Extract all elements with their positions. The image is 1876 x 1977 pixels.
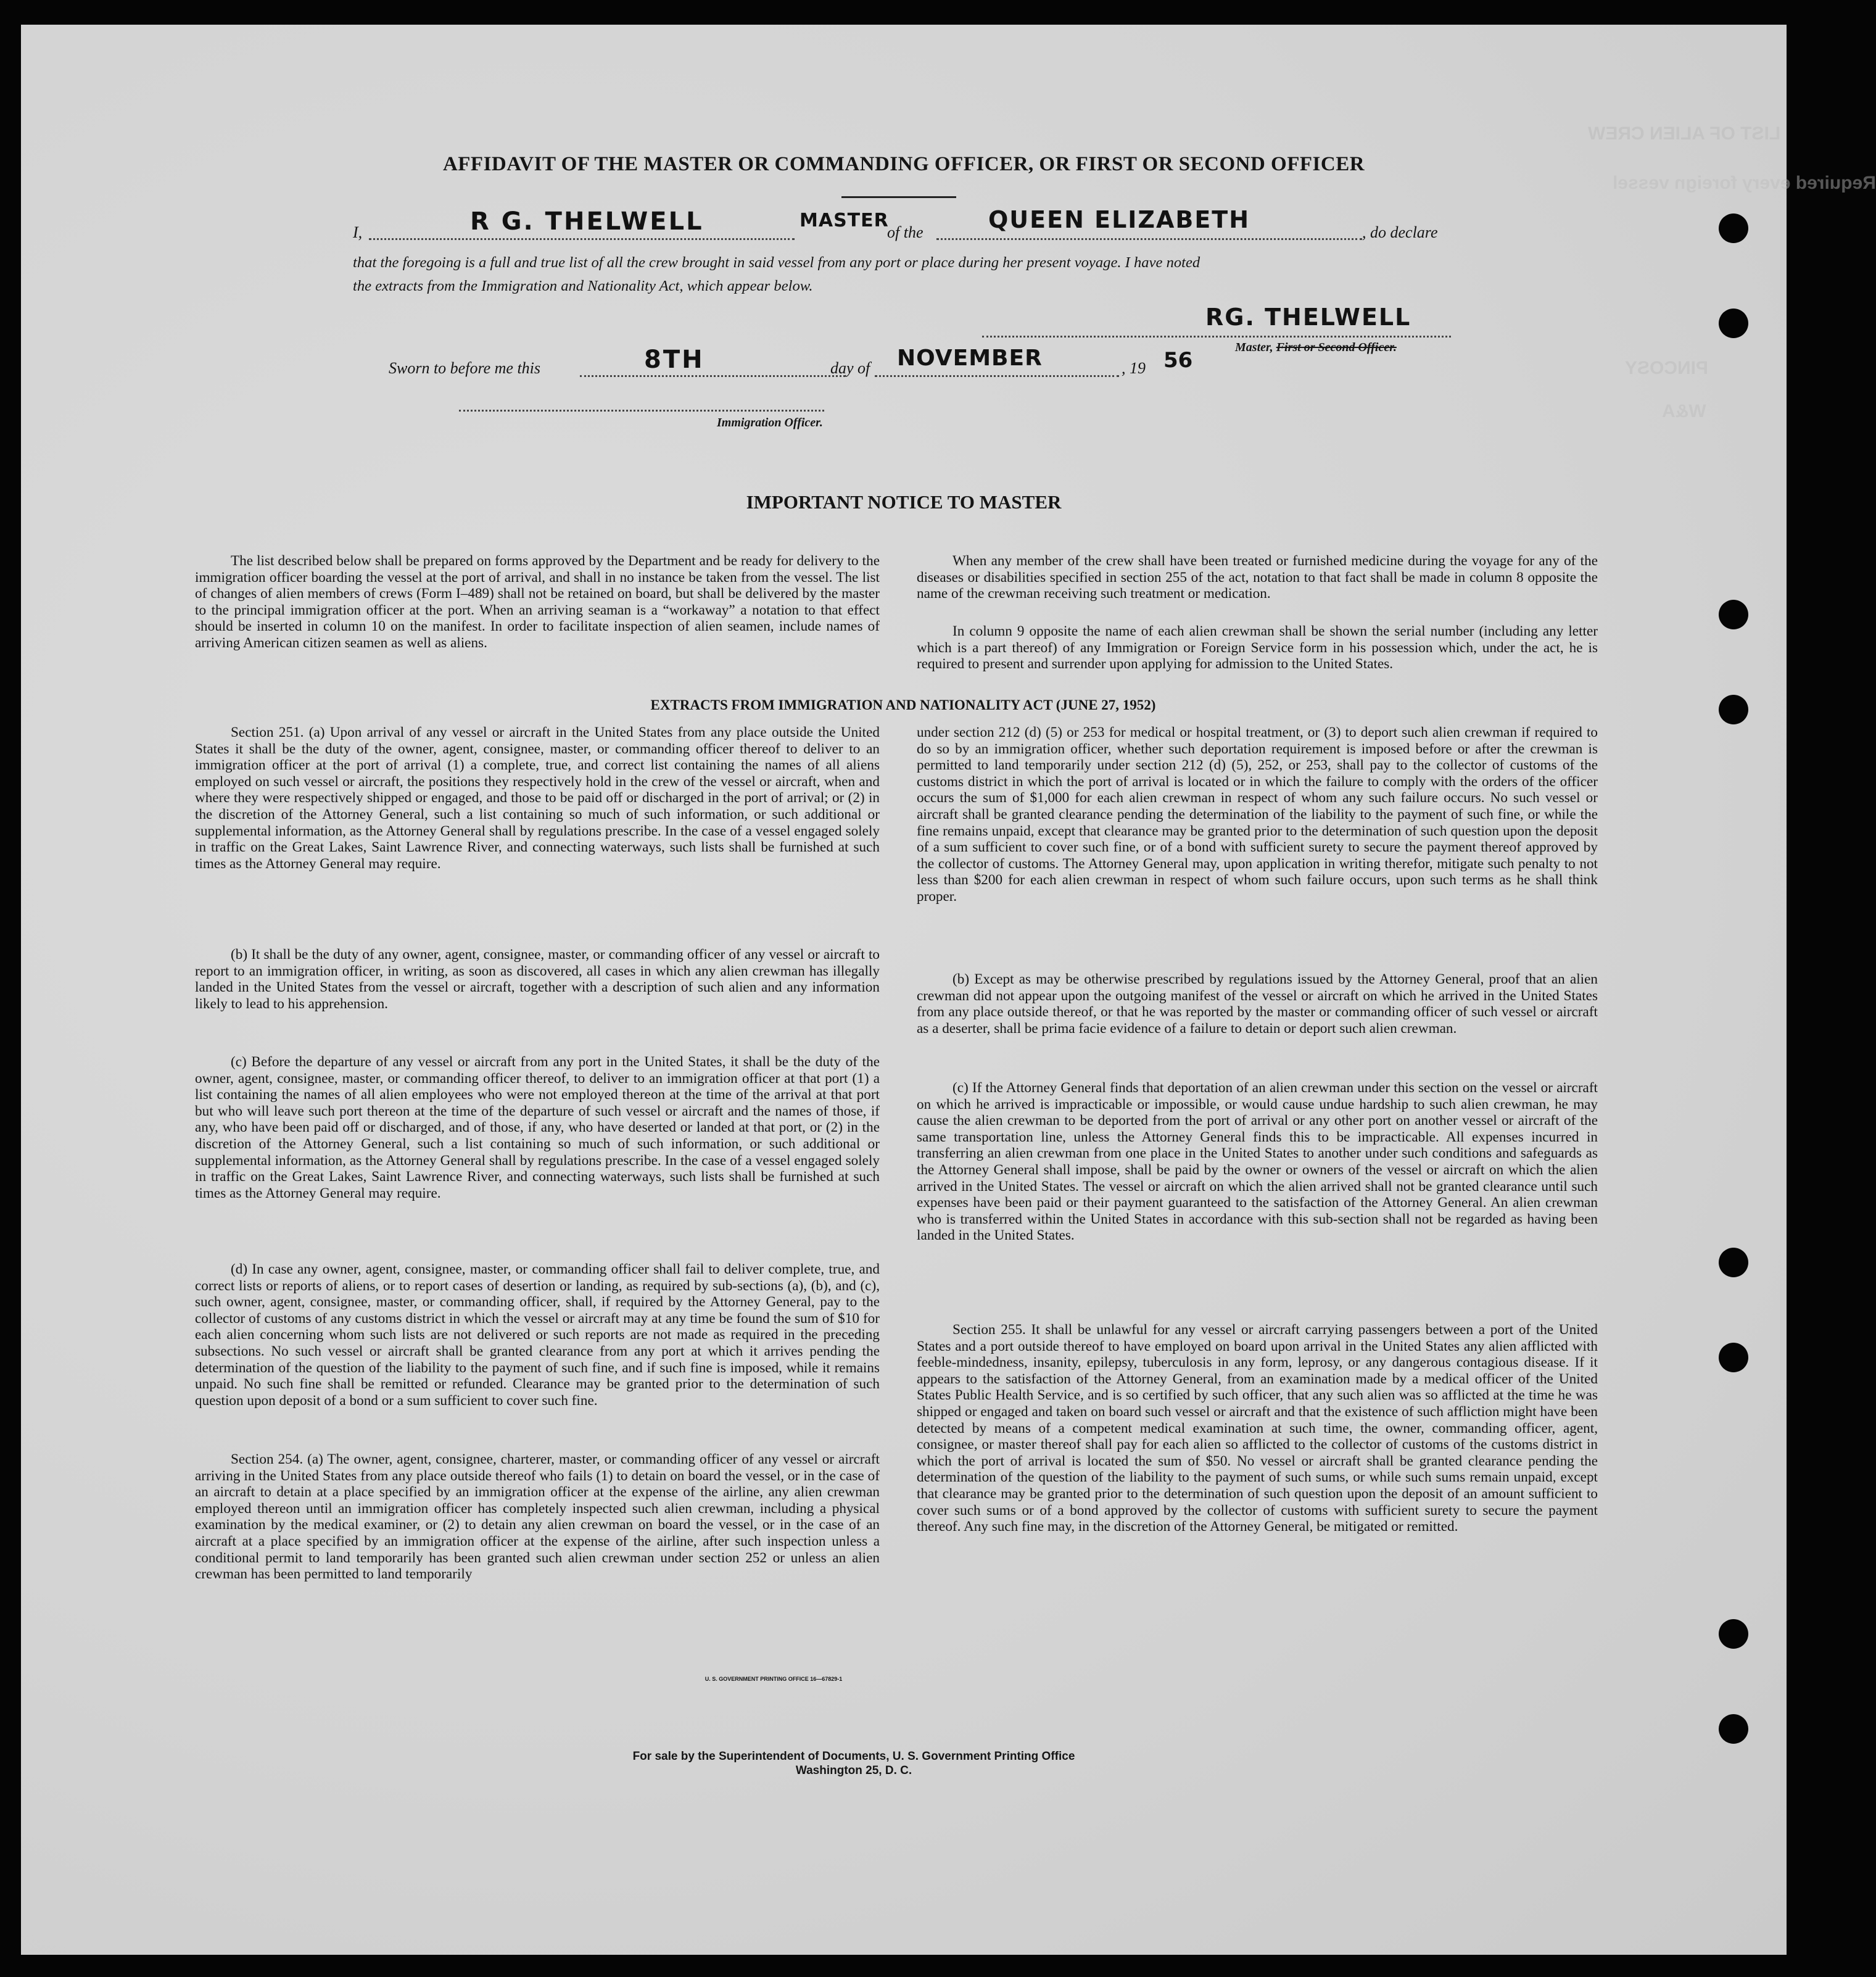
printing-office-imprint: U. S. GOVERNMENT PRINTING OFFICE 16—67829-1: [705, 1676, 843, 1682]
master-name: R G. THELWELL: [470, 207, 704, 236]
signature-caption: [1235, 341, 1397, 355]
sale-notice: [21, 1749, 1687, 1778]
notice-title: IMPORTANT NOTICE TO MASTER: [746, 491, 1062, 513]
section-251-d: (d) In case any owner, agent, consignee, master, or commanding officer shall fail to deliver complete, true, and correct lists or reports of aliens, or to report cases of desertion or landing, as required by sub-sections (a), (b), and (c), such owner, agent, consignee, master, or commanding officer, shall, if required by the Attorney General, pay to the collector of customs of any customs district in which the vessel or aircraft may at any time be found the sum of $10 for each alien concerning whom such lists are not delivered or such reports are not made as required in the preceding subsections. No such vessel or aircraft shall be granted clearance from any port at which it arrives pending the determination of the question of the liability to the payment of such fine, and if such fine is imposed, while it remains unpaid. No such fine shall be remitted or refunded. Clearance may be granted prior to the determination of such question upon deposit of a bond or a sum sufficient to cover such fine.: [195, 1261, 880, 1409]
do-declare-label: , do declare: [1362, 223, 1438, 241]
section-254-a: Section 254. (a) The owner, agent, consignee, charterer, master, or commanding officer of any vessel or aircraft arriving in the United States from any place outside thereof who fails (1) to detain on board the vessel, or in the case of an aircraft to detain at a place specified by an immigration officer at the expense of the airline, any alien crewman employed thereon until an immigration officer has completely inspected such alien crewman, including a physical examination by the medical examiner, or (2) to detain any alien crewman on board the vessel, or in the case of an aircraft at a place specified by an immigration officer at the expense of the airline, after such inspection unless a conditional permit to land temporarily has been granted such alien crewman under section 252 or unless an alien crewman has been permitted to land temporarily: [195, 1451, 880, 1583]
sale-notice-line-2: Washington 25, D. C.: [795, 1764, 912, 1777]
section-254-a-continued: under section 212 (d) (5) or 253 for medical or hospital treatment, or (3) to deport such alien crewman if required to do so by an immigration officer, whether such deportation requirement is imposed before or after the crewman is permitted to land temporarily under section 212 (d) (5), 252, or 253, shall pay to the collector of customs of the customs district in which the port of arrival is located or in which the failure to comply with the orders of the officer occurs the sum of $1,000 for each alien crewman in respect of whom any such failure occurs. No such vessel or aircraft shall be granted clearance pending the determination of the liability to the payment of such fine, or while the fine remains unpaid, except that clearance may be granted prior to the determination of such question upon the deposit of a sum sufficient to cover such fine, or of a bond with sufficient surety to secure the payment thereof approved by the collector of customs. The Attorney General may, upon application in writing therefor, mitigate such penalty to not less than $200 for each alien crewman in respect of whom such failure occurs, upon such terms as he shall think proper.: [917, 724, 1598, 905]
section-251-b: (b) It shall be the duty of any owner, agent, consignee, master, or commanding officer of any vessel or aircraft to report to an immigration officer, in writing, as soon as discovered, all cases in which any alien crewman has illegally landed in the United States from the vessel or aircraft, together with a description of such alien and any information likely to lead to his apprehension.: [195, 947, 880, 1012]
notice-paragraph: When any member of the crew shall have been treated or furnished medicine during the voyage for any of the diseases or disabilities specified in section 255 of the act, notation to that fact shall be made in column 8 opposite the name of the crewman receiving such treatment or medication.: [917, 553, 1598, 602]
declarant-i-label: I,: [353, 223, 363, 241]
sale-notice-line-1: For sale by the Superintendent of Documents, U. S. Government Printing Office: [632, 1750, 1075, 1763]
statement-line-1: that the foregoing is a full and true list of all the crew brought in said vessel from any port or place during her present voyage. I have noted: [353, 254, 1200, 271]
bleed-through-mark: LIST OF ALIEN CREW: [1588, 123, 1781, 144]
punch-hole: [1719, 1714, 1748, 1744]
signature-line: [982, 336, 1451, 338]
sworn-month: NOVEMBER: [897, 346, 1043, 371]
bleed-through-mark: Required every foreign vessel: [1613, 173, 1876, 193]
statement-line-2: the extracts from the Immigration and Nationality Act, which appear below.: [353, 278, 813, 294]
month-field-line: [875, 375, 1119, 377]
bleed-through-mark: W&A: [1662, 401, 1706, 421]
year-label: , 19: [1122, 359, 1146, 377]
signature-caption-master: Master,: [1235, 341, 1273, 354]
section-254-b: (b) Except as may be otherwise prescribed by regulations issued by the Attorney General, proof that an alien crewman did not appear upon the outgoing manifest of the vessel or aircraft on which he arrived in the United States from any place outside thereof, or that he was reported by the master or commanding officer of such vessel or aircraft as a deserter, shall be prima facie evidence of a failure to detain or deport such alien crewman.: [917, 971, 1598, 1037]
sworn-year: 56: [1163, 348, 1193, 373]
master-rank: MASTER: [800, 210, 889, 231]
punch-hole: [1719, 309, 1748, 338]
sworn-day: 8TH: [644, 346, 705, 374]
punch-hole: [1719, 1619, 1748, 1649]
day-of-label: day of: [830, 359, 870, 377]
signature-caption-struck: First or Second Officer.: [1276, 341, 1397, 354]
punch-hole: [1719, 213, 1748, 243]
punch-hole: [1719, 695, 1748, 724]
master-signature: RG. THELWELL: [1205, 304, 1411, 331]
bleed-through-mark: PINCOSY: [1625, 358, 1709, 378]
vessel-name: QUEEN ELIZABETH: [988, 206, 1250, 233]
punch-hole: [1719, 600, 1748, 629]
affidavit-title: AFFIDAVIT OF THE MASTER OR COMMANDING OFFICER, OR FIRST OR SECOND OFFICER: [442, 153, 1365, 175]
punch-hole: [1719, 1343, 1748, 1372]
vessel-field-line: [936, 238, 1362, 240]
of-the-label: of the: [887, 223, 924, 241]
name-field-line: [369, 238, 795, 240]
day-field-line: [580, 375, 845, 377]
title-divider: [841, 196, 956, 198]
notice-paragraph: In column 9 opposite the name of each alien crewman shall be shown the serial number (including any letter which is a part thereof) of any Immigration or Foreign Service form in his possession which, under the act, he is required to present and surrender upon applying for admission to the United States.: [917, 623, 1598, 673]
sworn-label: Sworn to before me this: [389, 359, 541, 377]
section-251-c: (c) Before the departure of any vessel or aircraft from any port in the United States, it shall be the duty of the owner, agent, consignee, master, or commanding officer thereof, to deliver to an immigration officer at that port (1) a list containing the names of all alien employees who were not employed thereon at the time of the arrival at that port but who will leave such port thereon at the time of the departure of such vessel or aircraft and the names of those, if any, who have been paid off or discharged, and of those, if any, who have deserted or landed at that port, or (2) in the discretion of the Attorney General, such a list containing so much of such information, or such additional or supplemental information, as the Attorney General shall by regulations prescribe. In the case of a vessel engaged solely in traffic on the Great Lakes, Saint Lawrence River, and connecting waterways, such lists shall be furnished at such times as the Attorney General may require.: [195, 1054, 880, 1201]
punch-hole: [1719, 1248, 1748, 1277]
notice-paragraph: The list described below shall be prepared on forms approved by the Department and be ready for delivery to the immigration officer boarding the vessel at the port of arrival, and shall in no instance be taken from the vessel. The list of changes of alien members of crews (Form I–489) shall not be retained on board, but shall be delivered by the master to the principal immigration officer at the port. When an arriving seaman is a “workaway” a notation to that effect should be inserted in column 10 on the manifest. In order to facilitate inspection of alien seamen, include names of arriving American citizen seamen as well as aliens.: [195, 553, 880, 651]
immigration-officer-label: Immigration Officer.: [717, 416, 823, 429]
section-251-a: Section 251. (a) Upon arrival of any vessel or aircraft in the United States from any place outside the United States it shall be the duty of the owner, agent, consignee, master, or commanding officer thereof to deliver to an immigration officer at the port of arrival (1) a complete, true, and correct list containing the names of all aliens employed on such vessel or aircraft, the positions they respectively hold in the crew of the vessel or aircraft, when and where they were respectively shipped or engaged, and those to be paid off or discharged in the port of arrival; or (2) in the discretion of the Attorney General, such a list containing so much of such information, or such additional or supplemental information, as the Attorney General shall by regulations prescribe. In the case of a vessel engaged solely in traffic on the Great Lakes, Saint Lawrence River, and connecting waterways, such lists shall be furnished at such times as the Attorney General may require.: [195, 724, 880, 872]
section-254-c: (c) If the Attorney General finds that deportation of an alien crewman under this section on the vessel or aircraft on which he arrived is impracticable or impossible, or would cause undue hardship to such alien crewman, he may cause the alien crewman to be deported from the port of arrival or any other port on another vessel or aircraft of the same transportation line, unless the Attorney General finds this to be impracticable. All expenses incurred in transferring an alien crewman from one place in the United States to another under such conditions and safeguards as the Attorney General shall impose, shall be paid by the owner or owners of the vessel or aircraft on which the alien arrived in the United States. The vessel or aircraft on which the alien arrived shall not be granted clearance until such expenses have been paid or their payment guaranteed to the satisfaction of the Attorney General. An alien crewman who is transferred within the United States in accordance with this sub-section shall not be regarded as having been landed in the United States.: [917, 1080, 1598, 1244]
document-page: [21, 25, 1876, 1955]
extracts-title: EXTRACTS FROM IMMIGRATION AND NATIONALITY ACT (JUNE 27, 1952): [650, 697, 1156, 713]
immigration-officer-line: [459, 410, 824, 412]
section-255: Section 255. It shall be unlawful for any vessel or aircraft carrying passengers between a port of the United States and a port outside thereof to have employed on board upon arrival in the United States any alien afflicted with feeble-mindedness, insanity, epilepsy, tuberculosis in any form, leprosy, or any dangerous contagious disease. If it appears to the satisfaction of the Attorney General, from an examination made by a medical officer of the United States Public Health Service, and is so certified by such officer, that any such alien was so afflicted at the time he was shipped or engaged and taken on board such vessel or aircraft and that the existence of such affliction might have been detected by means of a competent medical examination at such time, the owner, commanding officer, agent, consignee, or master thereof shall pay for each alien so afflicted to the collector of customs of the customs district in which the port of arrival is located the sum of $50. No vessel or aircraft shall be granted clearance pending the determination of the question of the liability to the payment of such sums, or while such sums remain unpaid, except that clearance may be granted prior to the determination of such question upon the deposit of an amount sufficient to cover such sums or of a bond approved by the collector of customs with sufficient surety to secure the payment thereof. Any such fine may, in the discretion of the Attorney General, be mitigated or remitted.: [917, 1322, 1598, 1535]
